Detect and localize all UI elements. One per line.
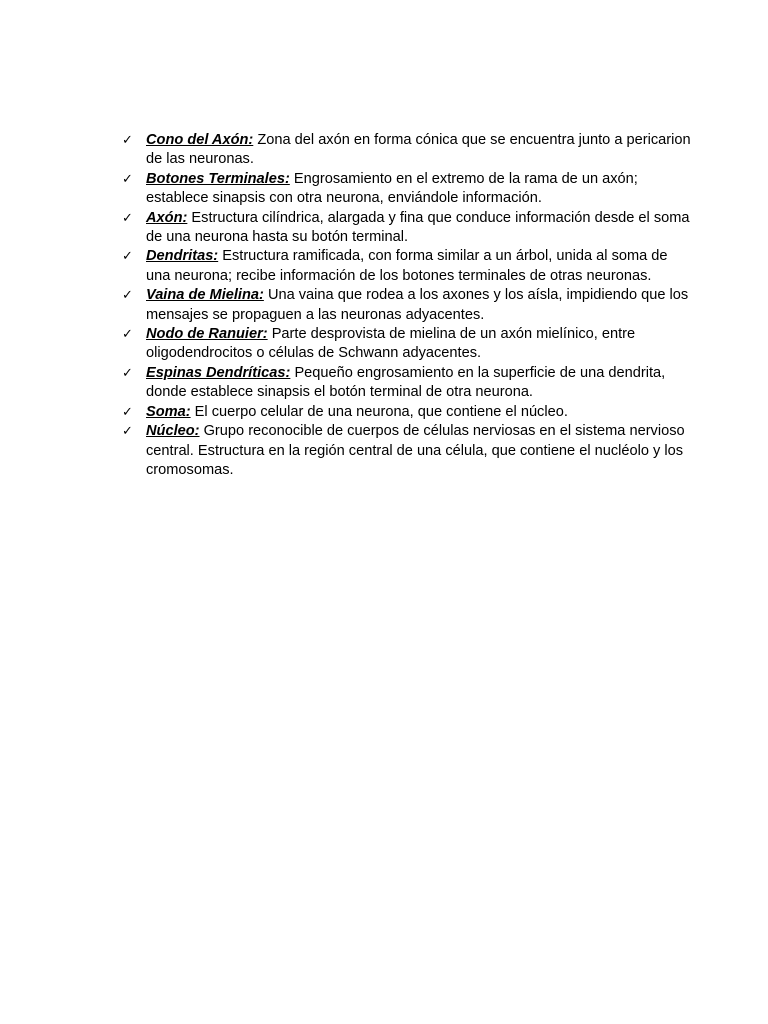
list-item bbox=[122, 209, 692, 248]
list-item bbox=[122, 131, 692, 170]
term-definition: Grupo reconocible de cuerpos de células nerviosas en el sistema nervioso central. Estructura en la región central de una célula, que contiene el nucléolo y los cromosomas. bbox=[146, 423, 685, 478]
check-mark-icon: ✓ bbox=[122, 404, 133, 420]
check-mark-icon: ✓ bbox=[122, 210, 133, 226]
term-definition: Estructura cilíndrica, alargada y fina que conduce información desde el soma de una neurona hasta su botón terminal. bbox=[146, 209, 690, 246]
list-item bbox=[122, 364, 692, 403]
term-definition: Engrosamiento en el extremo de la rama de un axón; establece sinapsis con otra neurona, enviándole información. bbox=[146, 170, 638, 207]
term-label: Espinas Dendríticas: bbox=[146, 364, 291, 381]
term-label: Axón: bbox=[146, 209, 188, 226]
definition-list bbox=[122, 131, 692, 480]
term-label: Cono del Axón: bbox=[146, 132, 254, 148]
term-label: Vaina de Mielina: bbox=[146, 287, 264, 304]
check-mark-icon: ✓ bbox=[122, 171, 133, 187]
term-definition: El cuerpo celular de una neurona, que contiene el núcleo. bbox=[194, 403, 568, 420]
list-item bbox=[122, 325, 692, 364]
list-item bbox=[122, 247, 692, 286]
check-mark-icon: ✓ bbox=[122, 133, 133, 148]
list-item bbox=[122, 286, 692, 325]
term-definition: Parte desprovista de mielina de un axón mielínico, entre oligodendrocitos o células de Schwann adyacentes. bbox=[146, 326, 636, 362]
check-mark-icon: ✓ bbox=[122, 249, 133, 265]
term-definition: Una vaina que rodea a los axones y los aísla, impidiendo que los mensajes se propaguen a las neuronas adyacentes. bbox=[146, 287, 689, 323]
check-mark-icon: ✓ bbox=[122, 424, 133, 440]
list-item bbox=[122, 403, 692, 422]
term-definition: Pequeño engrosamiento en la superficie de una dendrita, donde establece sinapsis el botón terminal de otra neurona. bbox=[146, 364, 666, 401]
list-item bbox=[122, 170, 692, 209]
term-label: Botones Terminales: bbox=[146, 170, 290, 187]
check-mark-icon: ✓ bbox=[122, 288, 133, 304]
term-definition: Zona del axón en forma cónica que se encuentra junto a pericarion de las neuronas. bbox=[146, 132, 691, 168]
term-label: Núcleo: bbox=[146, 423, 200, 440]
term-label: Nodo de Ranuier: bbox=[146, 326, 268, 343]
term-label: Soma: bbox=[146, 403, 191, 420]
check-mark-icon: ✓ bbox=[122, 327, 133, 343]
term-definition: Estructura ramificada, con forma similar a un árbol, unida al soma de una neurona; recibe información de los botones terminales de otras neuronas. bbox=[146, 248, 668, 284]
list-item bbox=[122, 422, 692, 480]
check-mark-icon: ✓ bbox=[122, 365, 133, 381]
term-label: Dendritas: bbox=[146, 248, 219, 265]
